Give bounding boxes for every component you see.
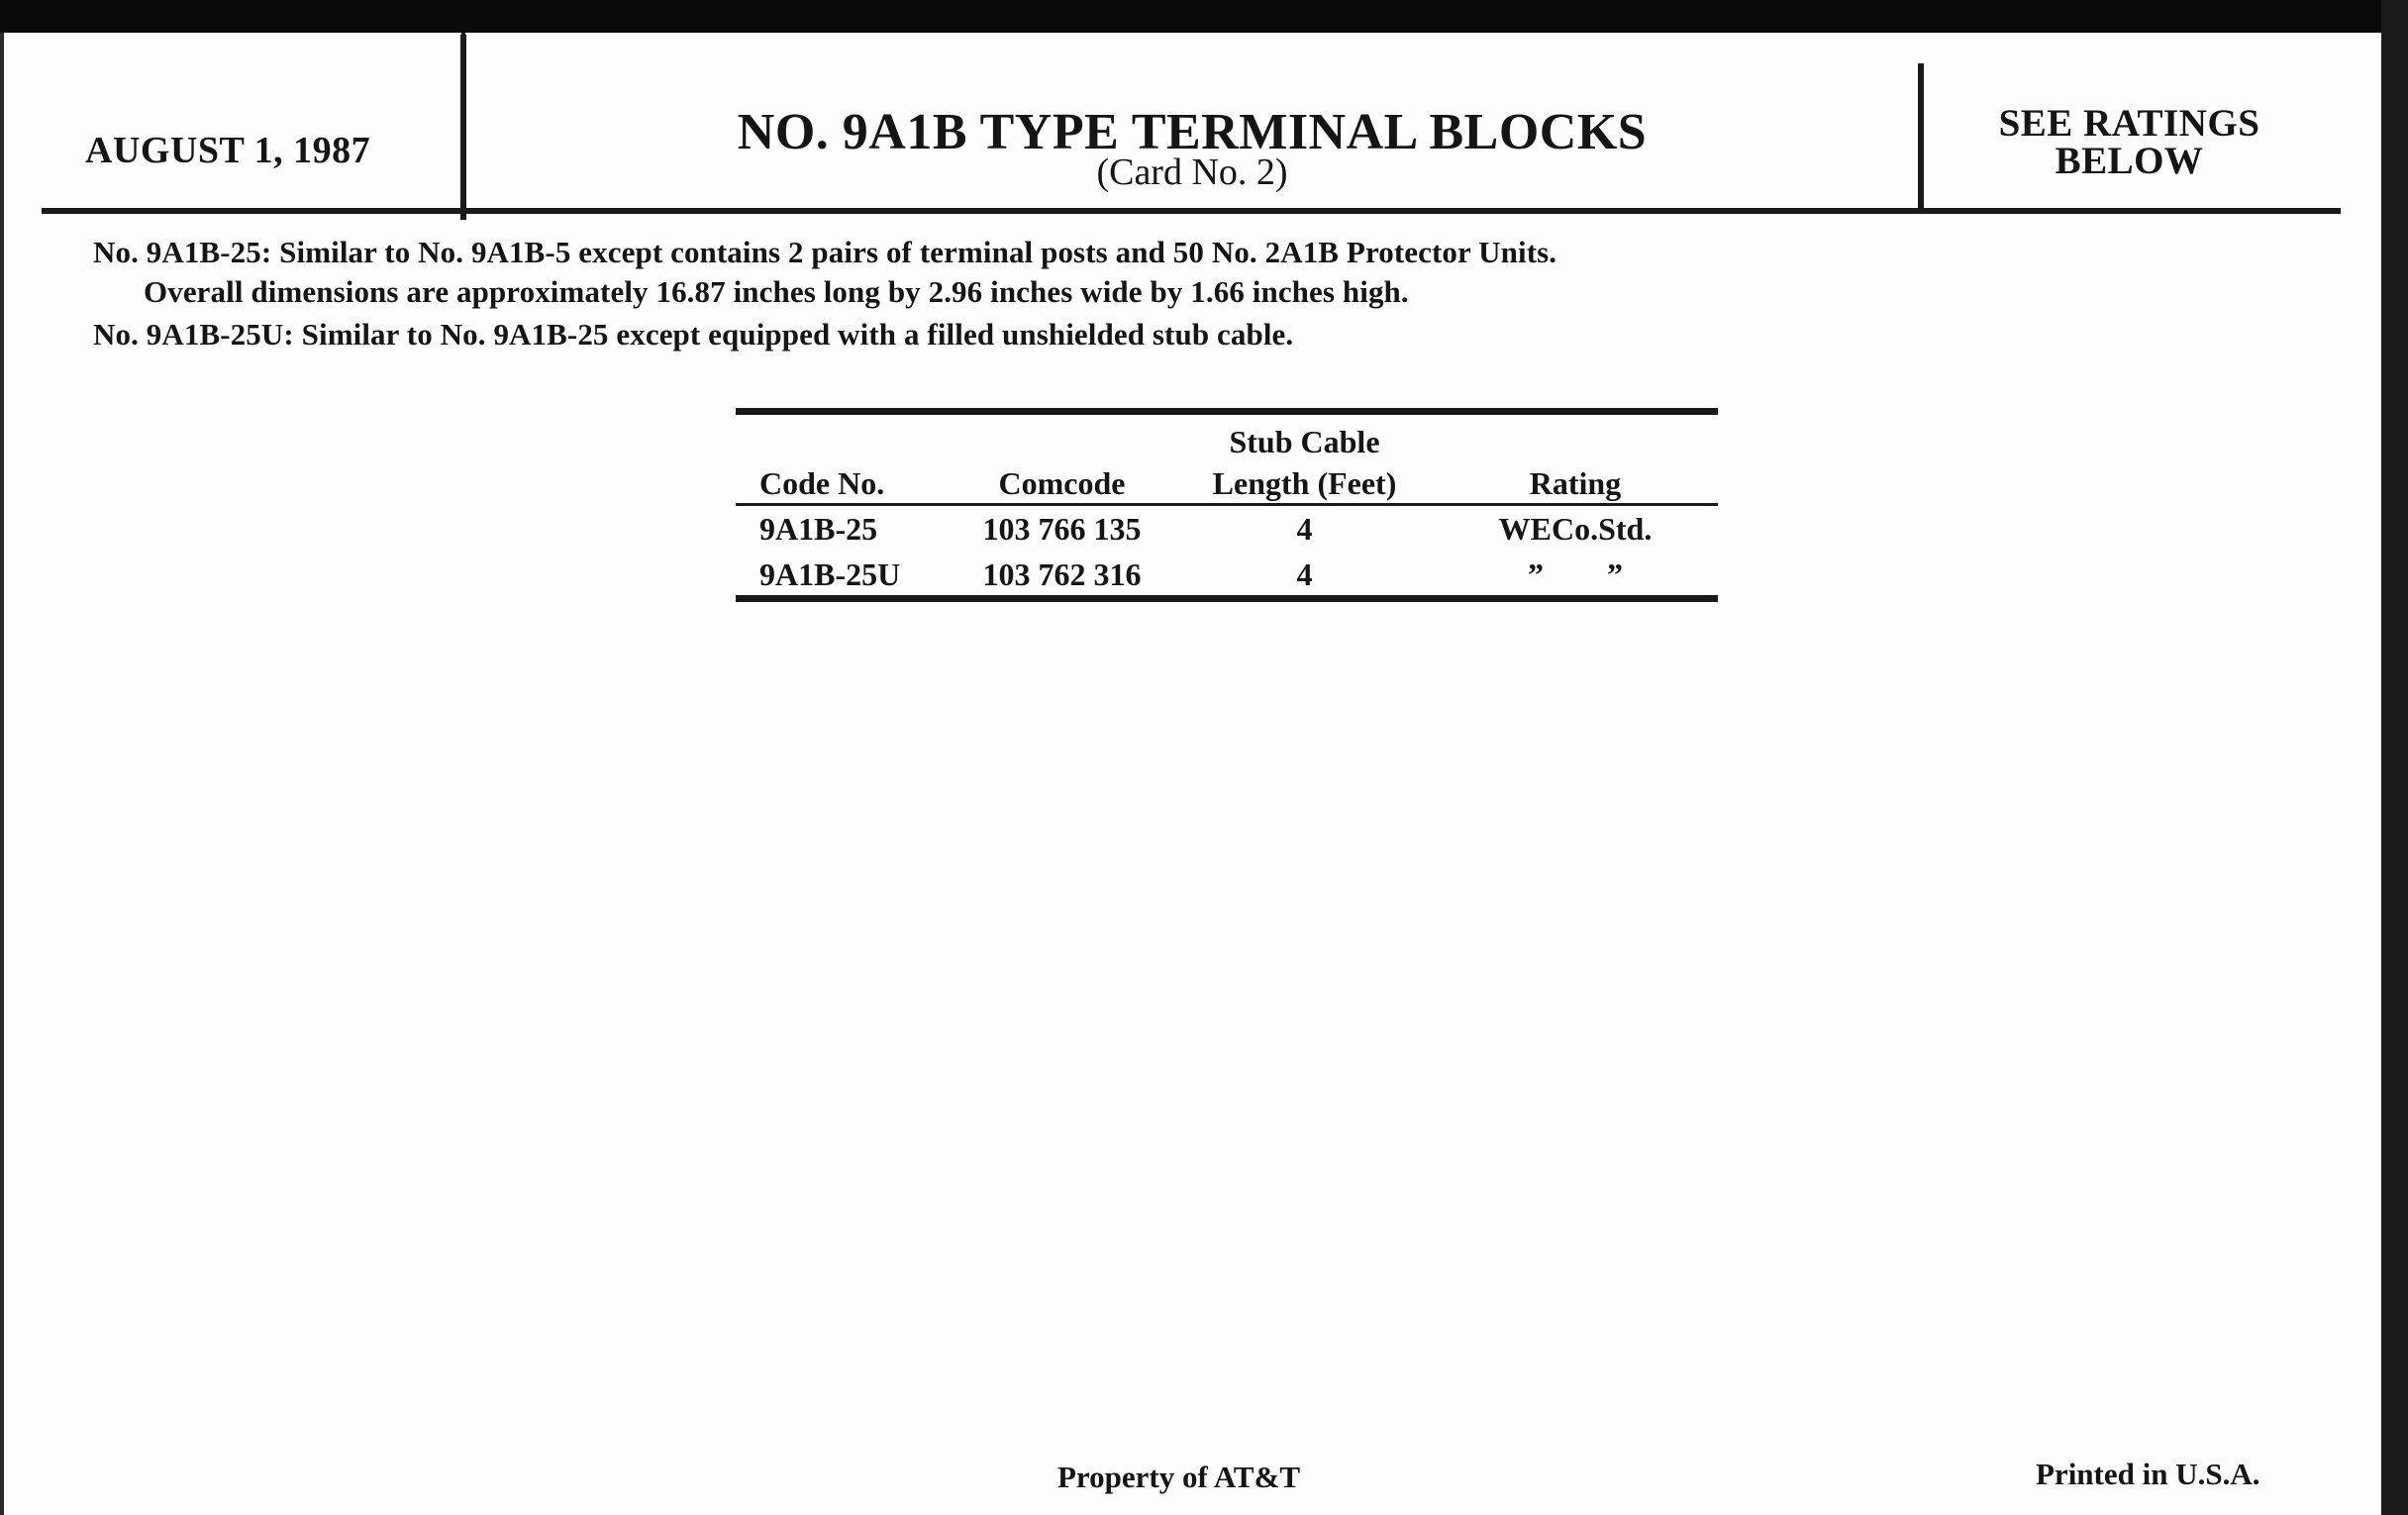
ratings-note [1924, 102, 2335, 182]
table-rule-header [736, 503, 1718, 506]
card-edge [0, 33, 4, 1515]
table-cell-rating-ditto: ” ” [1528, 556, 1623, 592]
table-cell-comcode: 103 762 316 [982, 556, 1142, 592]
header-rule [42, 208, 2341, 214]
header-length-line2: Length (Feet) [1212, 465, 1397, 501]
table-cell-rating: WECo.Std. [1498, 511, 1653, 547]
table-cell-length: 4 [1296, 511, 1313, 547]
description-paragraph-2: No. 9A1B-25U: Similar to No. 9A1B-25 except equipped with a filled unshielded stub cable. [93, 317, 1294, 352]
table-cell-length: 4 [1296, 556, 1313, 592]
header-rating: Rating [1529, 465, 1622, 501]
table-cell-comcode: 103 766 135 [982, 511, 1142, 547]
description-paragraph-1-continued: Overall dimensions are approximately 16.87 inches long by 2.96 inches wide by 1.66 inches high. [144, 274, 1409, 309]
issue-date: AUGUST 1, 1987 [85, 130, 371, 171]
table-rule-top [736, 408, 1718, 415]
header-code: Code No. [759, 465, 885, 501]
header-comcode: Comcode [998, 465, 1126, 501]
ratings-note-line1: SEE RATINGS [1998, 102, 2260, 145]
table-cell-code: 9A1B-25U [759, 556, 901, 592]
card-number: (Card No. 2) [1096, 152, 1288, 193]
ratings-note-line2: BELOW [2055, 140, 2204, 182]
ownership-notice: Property of AT&T [1057, 1460, 1301, 1494]
print-origin: Printed in U.S.A. [2036, 1457, 2260, 1491]
description-paragraph-1: No. 9A1B-25: Similar to No. 9A1B-5 except contains 2 pairs of terminal posts and 50 No. 2A1B Protector Units. [93, 235, 1557, 269]
page-title: NO. 9A1B TYPE TERMINAL BLOCKS [737, 104, 1648, 160]
header-length-line1: Stub Cable [1229, 424, 1380, 459]
scan-background-edge [2381, 0, 2408, 1515]
table-rule-bottom [736, 595, 1718, 602]
table-cell-code: 9A1B-25 [759, 511, 878, 547]
